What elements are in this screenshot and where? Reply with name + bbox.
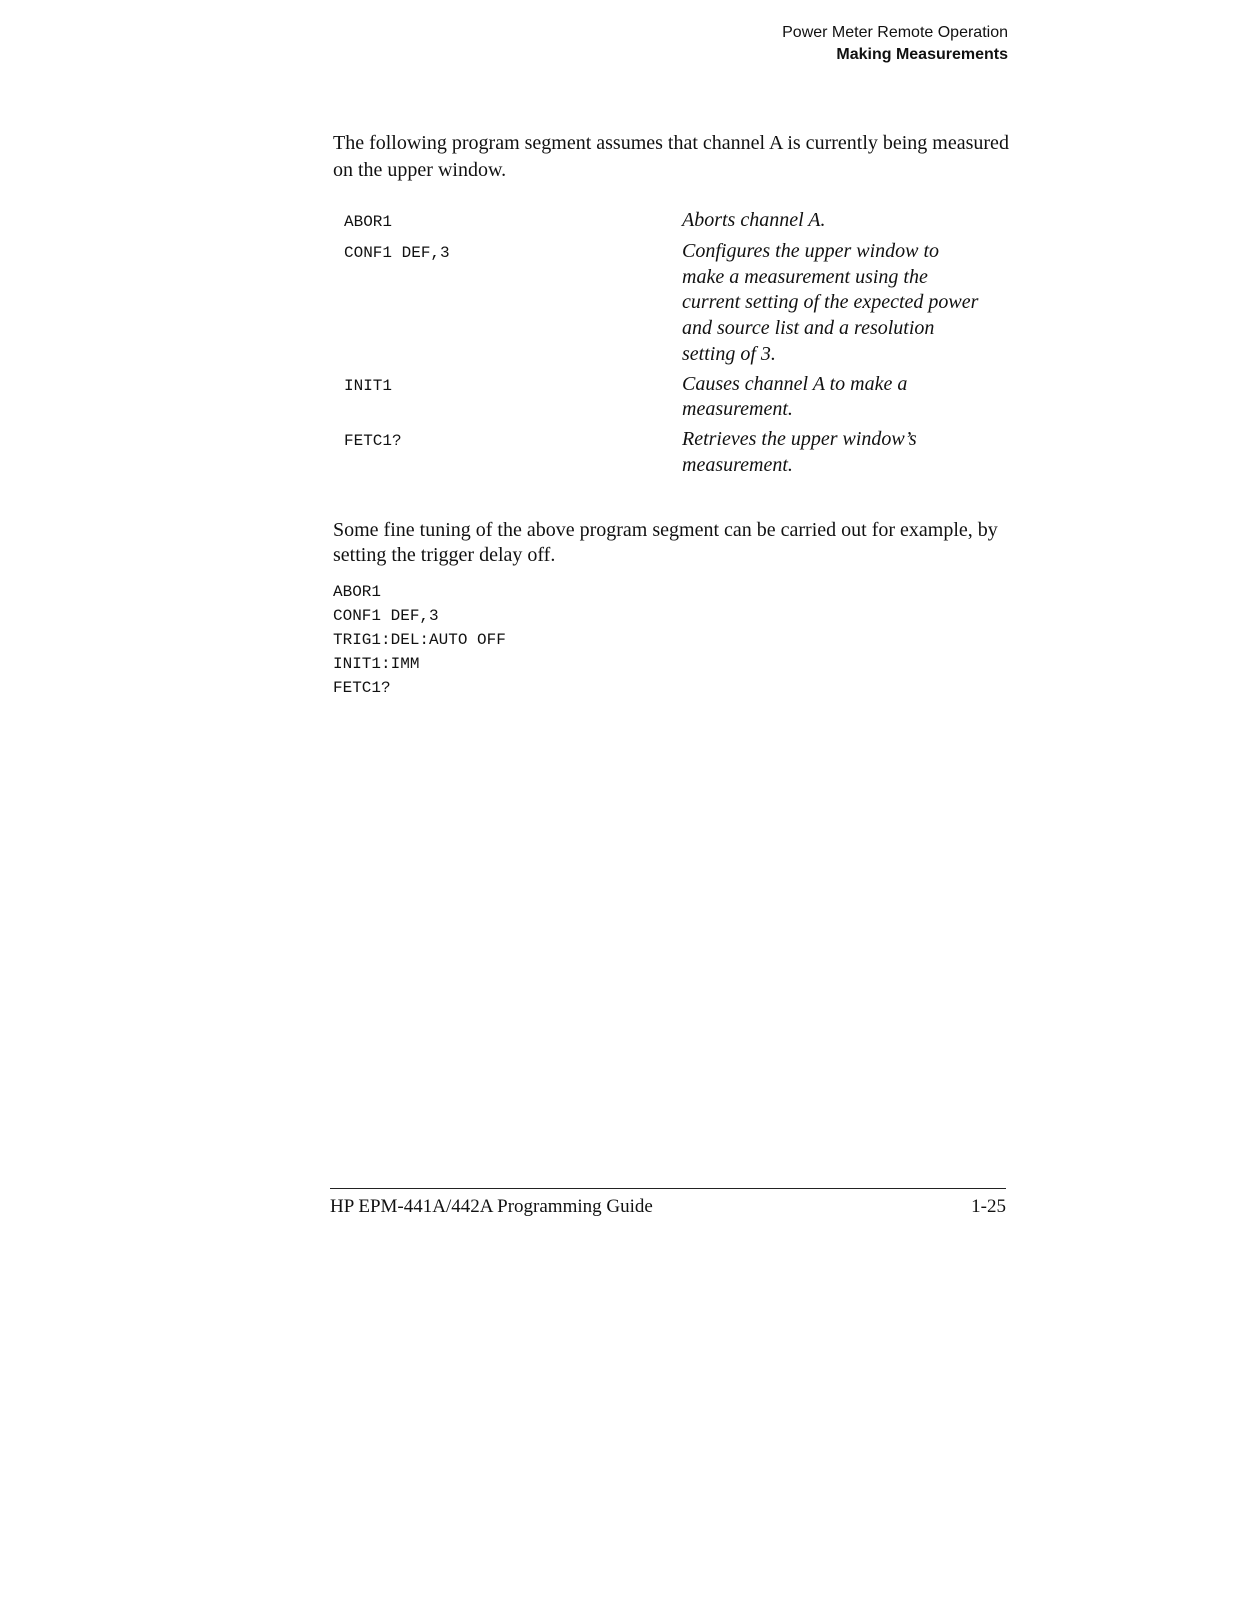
section-title: Making Measurements [836, 46, 1008, 63]
code-line: TRIG1:DEL:AUTO OFF [333, 631, 506, 649]
footer-divider [330, 1188, 1006, 1189]
page-footer [330, 1194, 1006, 1220]
fine-tuning-paragraph: Some fine tuning of the above program segment can be carried out for example, by setting the trigger delay off. [333, 519, 998, 566]
running-header [782, 22, 1008, 66]
code-line: ABOR1 [333, 583, 382, 601]
command-description: Causes channel A to make a measurement. [682, 372, 908, 421]
page-number: 1-25 [971, 1196, 1006, 1217]
command-row [344, 372, 1004, 423]
command-description: Aborts channel A. [682, 209, 826, 231]
code-line: FETC1? [333, 679, 391, 697]
command-table [344, 208, 1004, 482]
command-description: Retrieves the upper window’s measurement. [682, 427, 917, 476]
code-line: CONF1 DEF,3 [333, 607, 439, 625]
command-code: FETC1? [344, 431, 402, 450]
command-code: CONF1 DEF,3 [344, 244, 450, 262]
guide-title: HP EPM-441A/442A Programming Guide [330, 1196, 653, 1217]
command-row [344, 427, 1004, 478]
command-code: INIT1 [344, 376, 393, 395]
chapter-title: Power Meter Remote Operation [782, 24, 1008, 41]
command-description: Configures the upper window to make a measurement using the current setting of the expected power and source list and a resolution setting of 3. [682, 240, 979, 365]
intro-paragraph: The following program segment assumes that channel A is currently being measured on the upper window. [333, 132, 1009, 181]
command-row [344, 208, 1004, 235]
code-block [333, 580, 506, 700]
code-line: INIT1:IMM [333, 655, 420, 673]
command-row [344, 239, 1004, 368]
command-code: ABOR1 [344, 213, 393, 231]
